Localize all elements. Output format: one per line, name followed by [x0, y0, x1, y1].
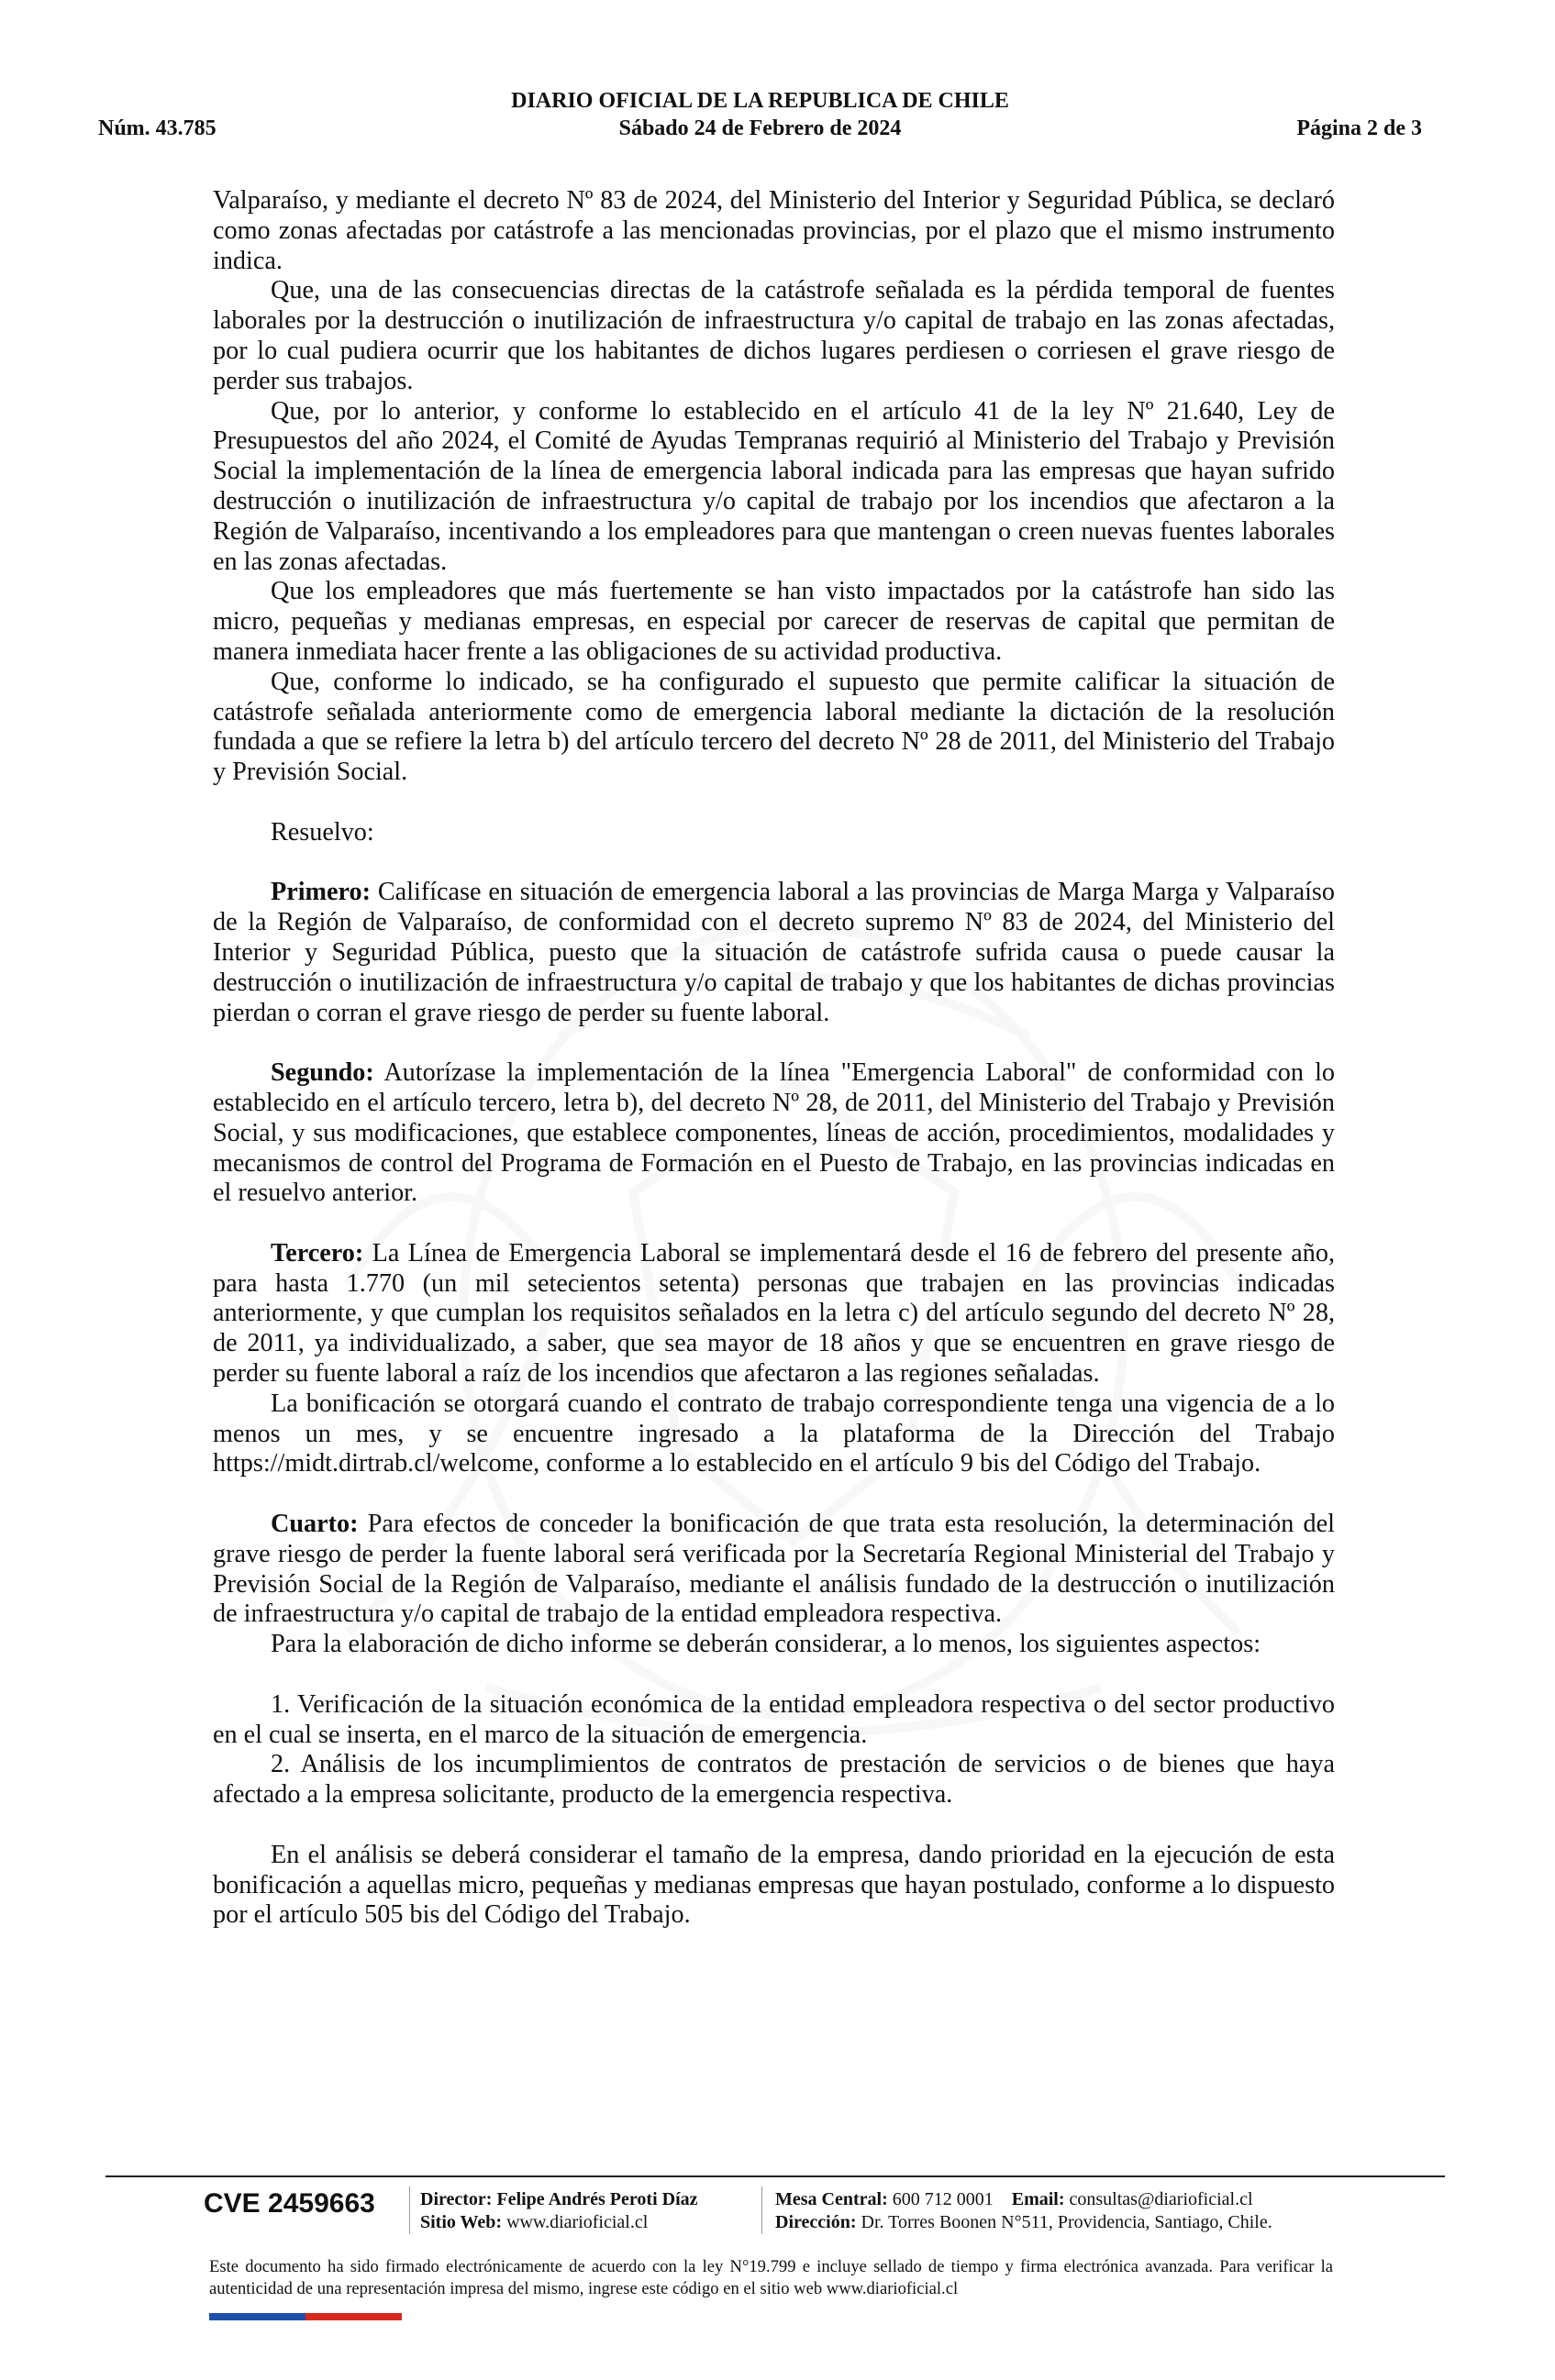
article-tercero — [213, 1239, 1335, 1389]
signature-notice: Este documento ha sido firmado electrónicamente de acuerdo con la ley N°19.799 e incluye sellado de tiempo y firma electrónica avanzada. Para verificar la autenticidad de una representación impresa del mismo, ingrese este código en el sitio web www.diarioficial.cl — [209, 2257, 1333, 2298]
article-primero — [213, 878, 1335, 1028]
phone-number: 600 712 0001 — [892, 2189, 994, 2209]
footer-separator — [409, 2186, 410, 2234]
footer-contact-info — [775, 2188, 1272, 2234]
issue-number: Núm. 43.785 — [98, 116, 217, 140]
article-text: Califícase en situación de emergencia laboral a las provincias de Marga Marga y Valparaíso de la Región de Valparaíso, de conformidad con el decreto supremo Nº 83 de 2024, del Ministerio del Interior y Seguridad Pública, puesto que la situación de catástrofe sufrida causa o puede causar la destrucción o inutilización de infraestructura y/o capital de trabajo y que los habitantes de dichas provincias pierdan o corran el grave riesgo de perder su fuente laboral. — [213, 878, 1335, 1027]
list-item-2: 2. Análisis de los incumplimientos de contratos de prestación de servicios o de bienes que haya afectado a la empresa solicitante, producto de la emergencia respectiva. — [213, 1750, 1335, 1810]
paragraph-supuesto: Que, conforme lo indicado, se ha configurado el supuesto que permite calificar la situación de catástrofe señalada anteriormente como de emergencia laboral mediante la dictación de la resolución fundada a que se refiere la letra b) del artículo tercero del decreto Nº 28 de 2011, del Ministerio del Trabajo y Previsión Social. — [213, 667, 1335, 787]
footer-divider — [106, 2175, 1445, 2177]
page-indicator: Página 2 de 3 — [1296, 116, 1422, 140]
paragraph-empleadores: Que los empleadores que más fuertemente se han visto impactados por la catástrofe han sido las micro, pequeñas y medianas empresas, en especial por carecer de reservas de capital que permitan de manera inmediata hacer frente a las obligaciones de su actividad productiva. — [213, 577, 1335, 666]
article-label: Cuarto: — [271, 1510, 359, 1539]
email-link[interactable]: consultas@diarioficial.cl — [1069, 2189, 1253, 2209]
article-text: La Línea de Emergencia Laboral se implementará desde el 16 de febrero del presente año, para hasta 1.770 (un mil setecientos setenta) personas que trabajen en las provincias indicadas anteriormente, y que cumplan los requisitos señalados en la letra c) del artículo segundo del decreto Nº 28, de 2011, ya individualizado, a saber, que sea mayor de 18 años y que se encuentren en grave riesgo de perder su fuente laboral a raíz de los incendios que afectaron a las regiones señaladas. — [213, 1238, 1335, 1389]
document-body — [213, 186, 1335, 1931]
article-segundo — [213, 1058, 1335, 1209]
footer-separator — [761, 2186, 762, 2234]
list-item-1: 1. Verificación de la situación económica de la entidad empleadora respectiva o del sector productivo en el cual se inserta, en el marco de la situación de emergencia. — [213, 1689, 1335, 1749]
address: Dr. Torres Boonen N°511, Providencia, Santiago, Chile. — [861, 2212, 1272, 2232]
paragraph-presupuestos: Que, por lo anterior, y conforme lo establecido en el artículo 41 de la ley Nº 21.640, Ley de Presupuestos del año 2024, el Comité de Ayudas Tempranas requirió al Ministerio del Trabajo y Previsión Social la implementación de la línea de emergencia laboral indicada para las empresas que hayan sufrido destrucción o inutilización de infraestructura y/o capital de trabajo por los incendios que afectaron a la Región de Valparaíso, incentivando a los empleadores para que mantengan o creen nuevas fuentes laborales en las zonas afectadas. — [213, 396, 1335, 576]
article-text: Autorízase la implementación de la línea "Emergencia Laboral" de conformidad con lo establecido en el artículo tercero, letra b), del decreto Nº 28, de 2011, del Ministerio del Trabajo y Previsión Social, y sus modificaciones, que establece componentes, líneas de acción, procedimientos, modalidades y mecanismos de control del Programa de Formación en el Puesto de Trabajo, en las provincias indicadas en el resuelvo anterior. — [213, 1058, 1335, 1208]
footer-editorial-info — [420, 2188, 698, 2234]
website-link[interactable]: www.diarioficial.cl — [506, 2212, 649, 2232]
flag-blue-segment — [209, 2313, 305, 2320]
director-line: Director: Felipe Andrés Peroti Díaz — [420, 2189, 698, 2209]
flag-color-bar — [209, 2313, 402, 2320]
publication-title: DIARIO OFICIAL DE LA REPUBLICA DE CHILE — [511, 89, 1009, 113]
article-cuarto — [213, 1510, 1335, 1630]
flag-red-segment — [305, 2313, 402, 2320]
article-label: Segundo: — [271, 1058, 374, 1088]
paragraph-bonificacion: La bonificación se otorgará cuando el contrato de trabajo correspondiente tenga una vigencia de a lo menos un mes, y se encuentre ingresado a la plataforma de la Dirección del Trabajo https://midt.dirtrab.cl/welcome, conforme a lo establecido en el artículo 9 bis del Código del Trabajo. — [213, 1389, 1335, 1478]
director-name: Felipe Andrés Peroti Díaz — [496, 2189, 698, 2209]
article-text: Para efectos de conceder la bonificación de que trata esta resolución, la determinación del grave riesgo de perder la fuente laboral será verificada por la Secretaría Regional Ministerial del Trabajo y Previsión Social de la Región de Valparaíso, mediante el análisis fundado de la destrucción o inutilización de infraestructura y/o capital de trabajo de la entidad empleadora respectiva. — [213, 1510, 1335, 1629]
paragraph-analisis: En el análisis se deberá considerar el tamaño de la empresa, dando prioridad en la ejecución de esta bonificación a aquellas micro, pequeñas y medianas empresas que hayan postulado, conforme a lo dispuesto por el artículo 505 bis del Código del Trabajo. — [213, 1840, 1335, 1930]
paragraph-consecuencias: Que, una de las consecuencias directas de la catástrofe señalada es la pérdida temporal de fuentes laborales por la destrucción o inutilización de infraestructura y/o capital de trabajo en las zonas afectadas, por lo cual pudiera ocurrir que los habitantes de dichos lugares perdiesen o corriesen el grave riesgo de perder sus trabajos. — [213, 276, 1335, 395]
address-line: Dirección: Dr. Torres Boonen N°511, Providencia, Santiago, Chile. — [775, 2212, 1272, 2232]
contact-line: Mesa Central: 600 712 0001 Email: consultas@diarioficial.cl — [775, 2189, 1253, 2209]
cve-code: CVE 2459663 — [204, 2188, 375, 2219]
article-label: Tercero: — [271, 1238, 364, 1267]
page-header — [98, 89, 1422, 146]
issue-date: Sábado 24 de Febrero de 2024 — [618, 116, 902, 140]
website-line: Sitio Web: www.diarioficial.cl — [420, 2212, 649, 2232]
paragraph-intro: Valparaíso, y mediante el decreto Nº 83 de 2024, del Ministerio del Interior y Seguridad Pública, se declaró como zonas afectadas por catástrofe a las mencionadas provincias, por el plazo que el mismo instrumento indica. — [213, 186, 1335, 275]
paragraph-informe: Para la elaboración de dicho informe se deberán considerar, a lo menos, los siguientes aspectos: — [271, 1630, 1261, 1659]
resuelvo-heading: Resuelvo: — [271, 817, 374, 847]
article-label: Primero: — [271, 878, 372, 907]
